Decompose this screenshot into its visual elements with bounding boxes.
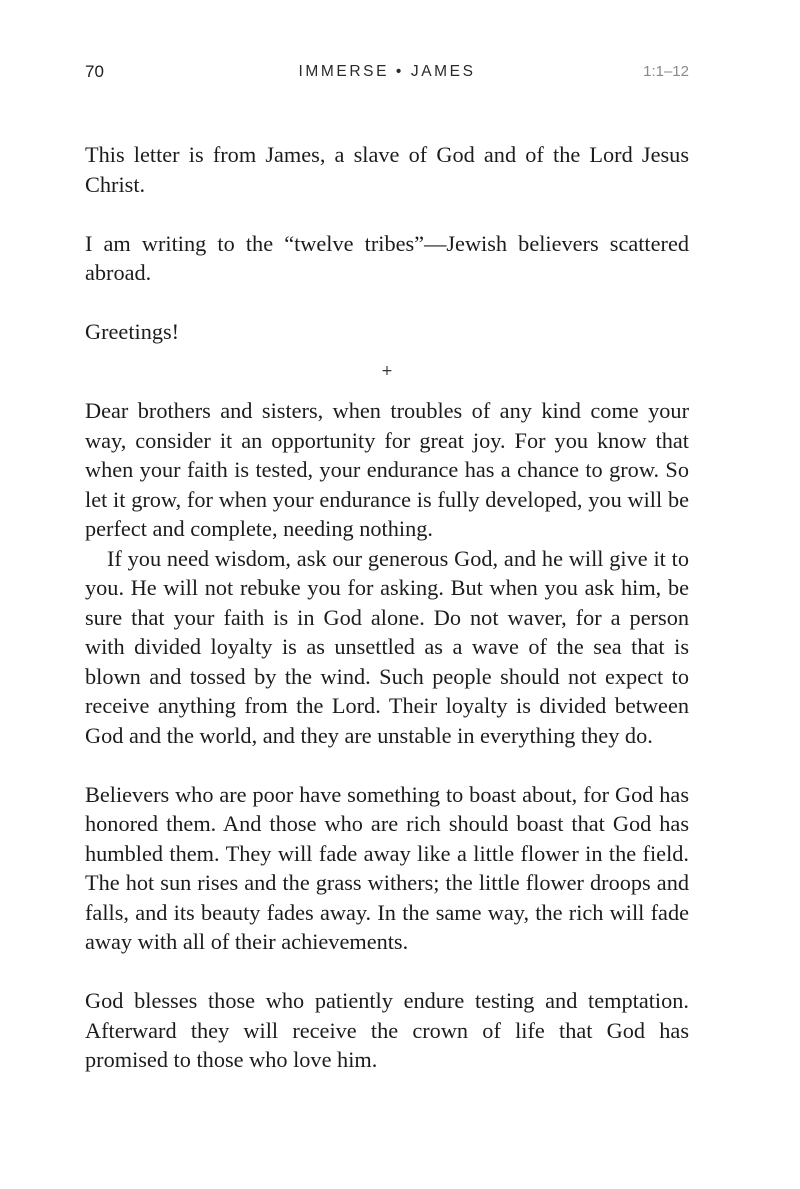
paragraph-crown-of-life: God blesses those who patiently endure testing and temptation. Afterward they will receive the crown of life that God has promised to those who love him. (85, 988, 689, 1072)
paragraph-wisdom: If you need wisdom, ask our generous God, and he will give it to you. He will not rebuke you for asking. But when you ask him, be sure that your faith is in God alone. Do not waver, for a person with divided loyalty is as unsettled as a wave of the sea that is blown and tossed by the wind. Such people should not expect to receive anything from the Lord. Their loyalty is divided between God and the world, and they are unstable in everything they do. (85, 545, 689, 748)
running-header (85, 62, 689, 84)
book-title: IMMERSE • JAMES (298, 63, 476, 80)
paragraph-greeting-to: I am writing to the “twelve tribes”—Jewish believers scattered abroad. (85, 230, 689, 285)
paragraph-greetings: Greetings! (85, 319, 180, 344)
book-page (85, 0, 689, 1189)
paragraph-poor-and-rich: Believers who are poor have something to boast about, for God has honored them. And those who are rich should boast that God has humbled them. They will fade away like a little flower in the field. The hot sun rises and the grass withers; the little flower droops and falls, and its beauty fades away. In the same way, the rich will fade away with all of their achievements. (85, 781, 689, 954)
paragraph-greeting-from: This letter is from James, a slave of God and of the Lord Jesus Christ. (85, 142, 689, 197)
section-ornament-icon: + (381, 362, 393, 379)
scripture-text (85, 140, 689, 1075)
page-number: 70 (85, 62, 104, 81)
paragraph-trials: Dear brothers and sisters, when troubles of any kind come your way, consider it an opportunity for great joy. For you know that when your faith is tested, your endurance has a chance to grow. So let it grow, for when your endurance is fully developed, you will be perfect and complete, needing nothing. (85, 398, 689, 541)
verse-range: 1:1–12 (643, 63, 689, 80)
